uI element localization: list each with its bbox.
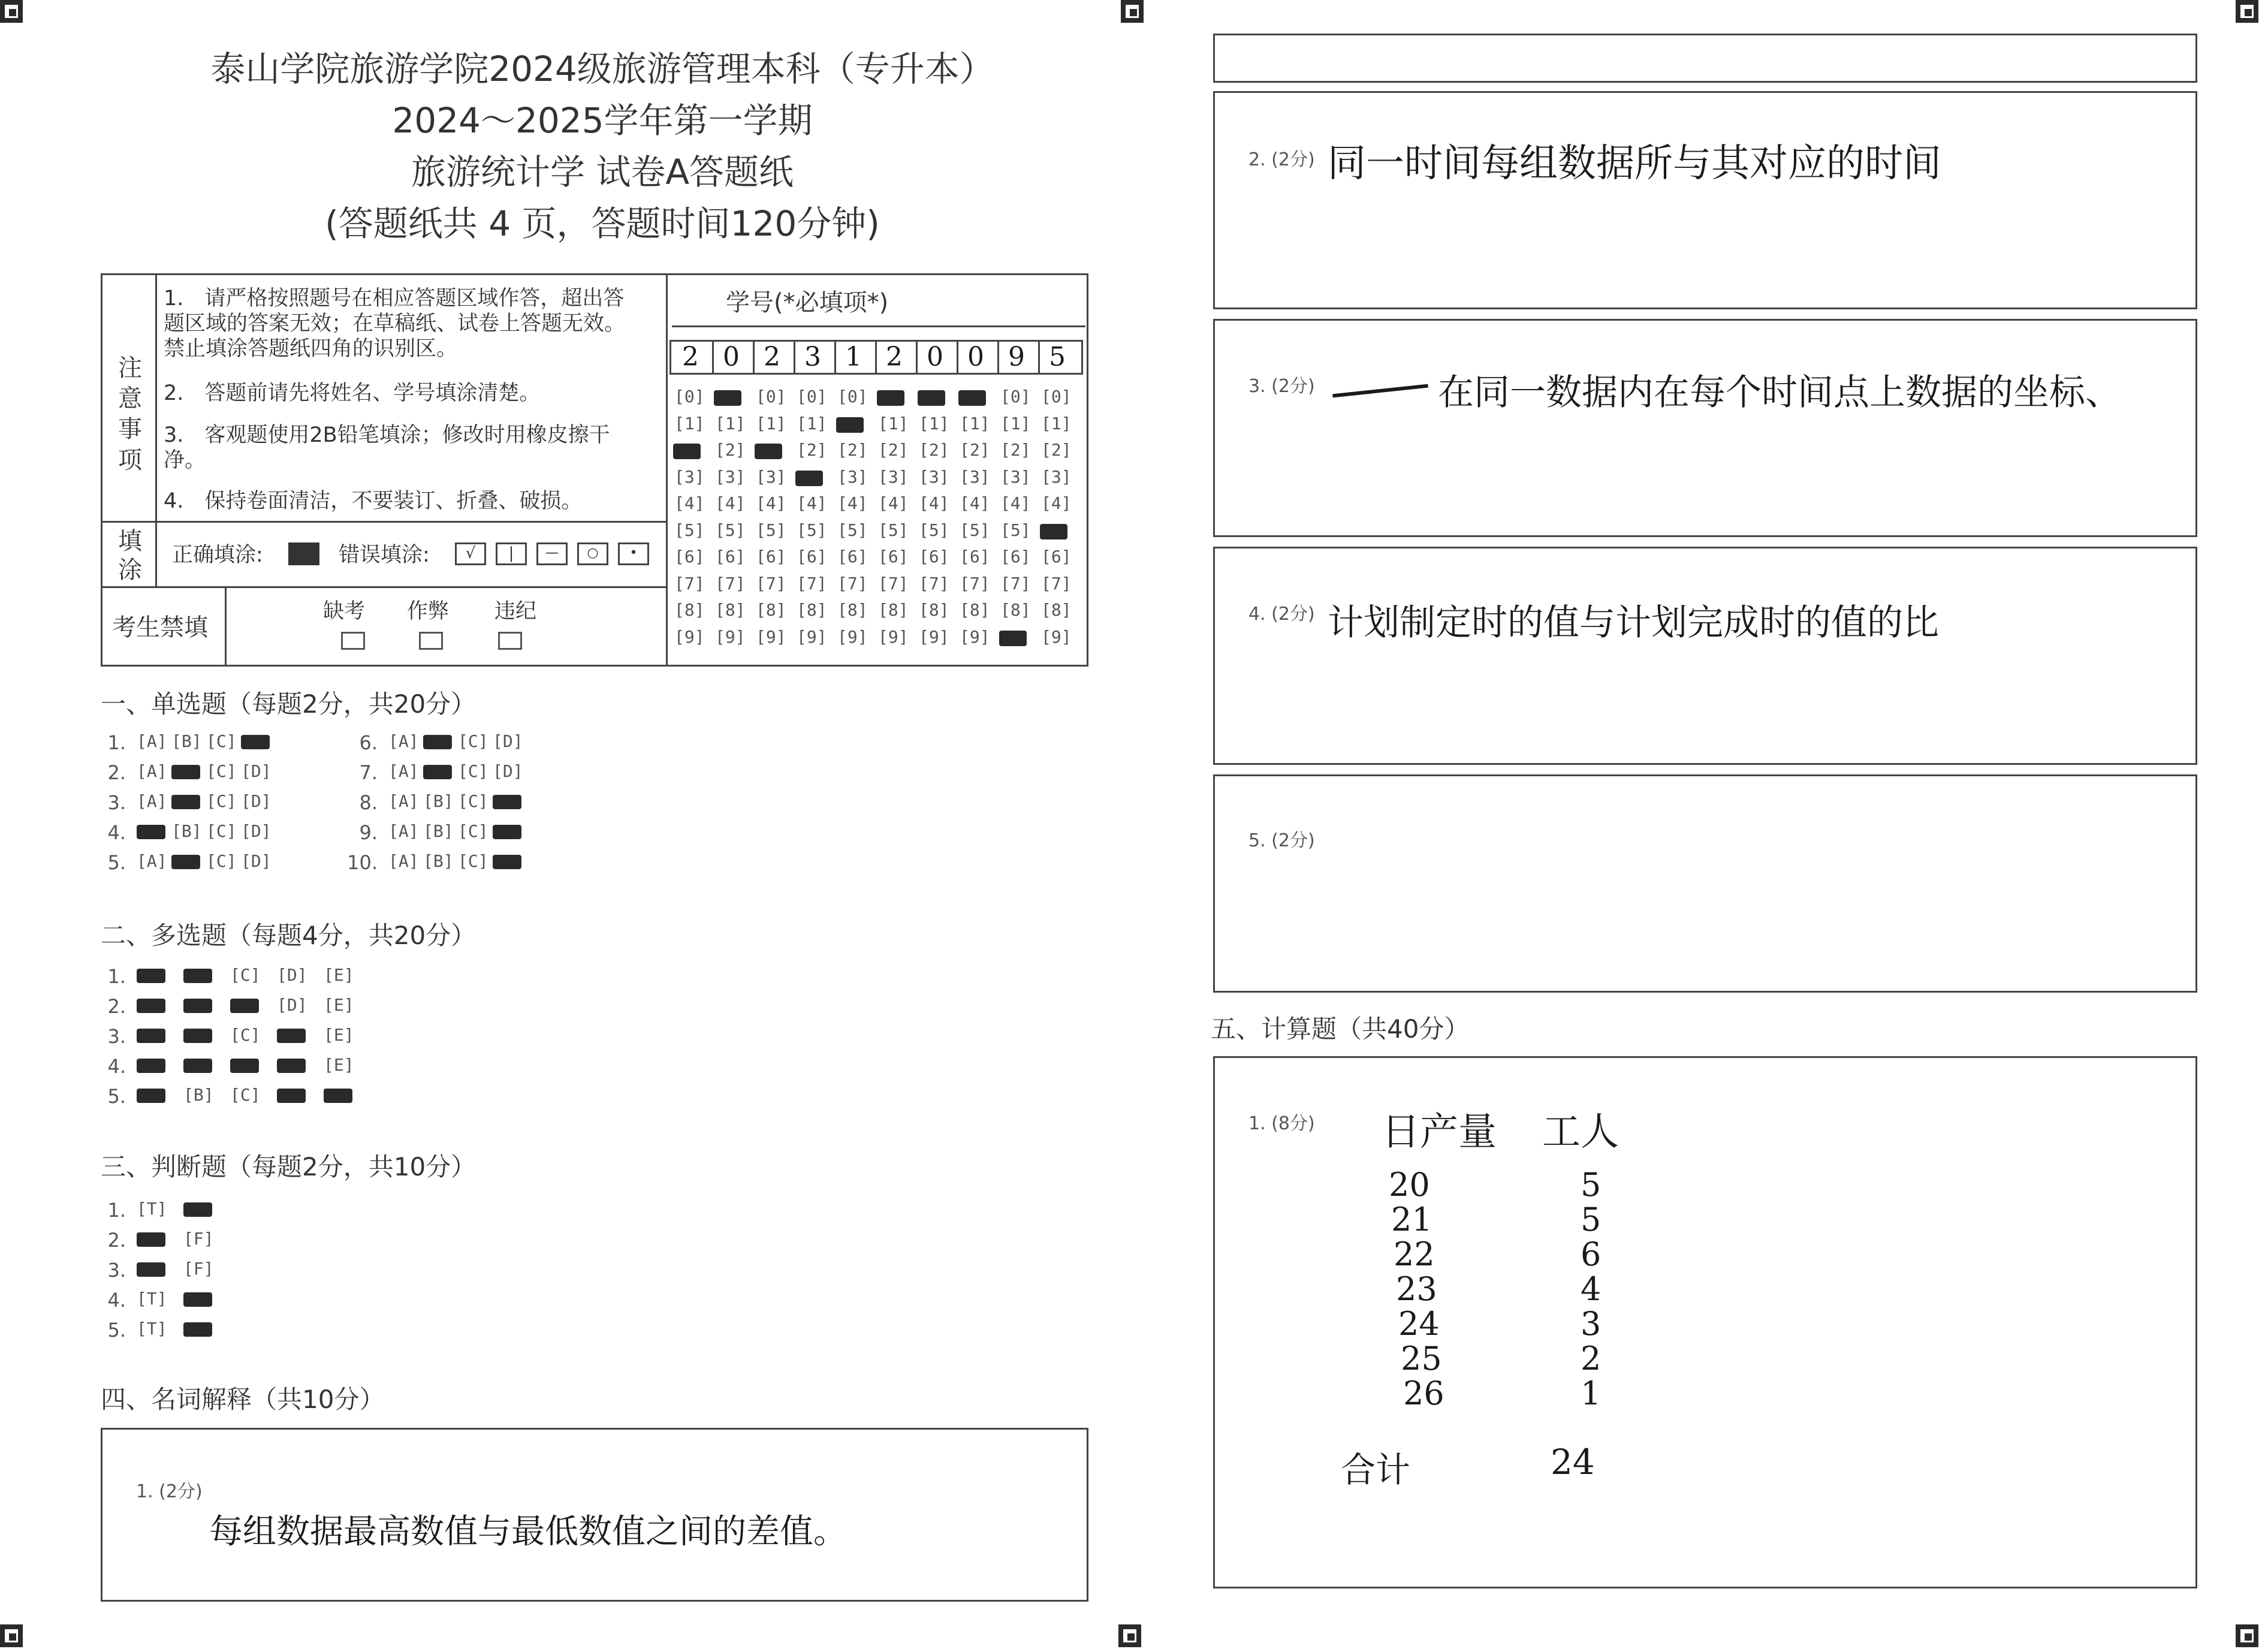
student-id-option[interactable] [674, 440, 705, 460]
notice-item-3: 3. 客观题使用2B铅笔填涂；修改时用橡皮擦干净。 [164, 423, 610, 472]
choice-option[interactable] [137, 1085, 167, 1105]
student-id-option[interactable]: [9] [837, 626, 868, 647]
ban-cheat-label: 作弊 [407, 599, 450, 623]
student-id-option[interactable]: [5] [919, 520, 949, 540]
exam-title-line4: (答题纸共 4 页，答题时间120分钟) [325, 203, 880, 244]
student-id-option[interactable]: [1] [715, 413, 746, 433]
student-id-option[interactable]: [5] [756, 520, 786, 540]
term-answer-box-2[interactable] [1213, 91, 2197, 309]
choice-option[interactable]: [D] [493, 731, 523, 751]
term-q3-answer: 在同一数据内在每个时间点上数据的坐标、 [1438, 372, 2121, 414]
question-number: 4. [107, 1289, 126, 1312]
calc-row-output: 25 [1401, 1340, 1442, 1377]
calc-row-output: 20 [1389, 1166, 1430, 1204]
student-id-grid[interactable] [669, 340, 1083, 658]
student-id-option[interactable]: [3] [837, 466, 868, 487]
choice-option[interactable]: [D] [241, 821, 272, 841]
student-id-option[interactable]: [7] [919, 573, 949, 593]
question-number: 9. [359, 821, 378, 844]
notice-item-1: 1. 请严格按照题号在相应答题区域作答，超出答题区域的答案无效；在草稿纸、试卷上答题无效。禁止填涂答题纸四角的识别区。 [164, 287, 626, 361]
question-number: 10. [347, 851, 378, 874]
exam-title-line1: 泰山学院旅游学院2024级旅游管理本科（专升本） [210, 49, 994, 89]
choice-option[interactable]: [F] [183, 1229, 214, 1249]
calc-q1-label: 1. (8分) [1248, 1113, 1315, 1134]
student-id-option[interactable]: [6] [837, 547, 868, 566]
ban-label: 考生禁填 [112, 614, 208, 641]
student-id-option[interactable]: [7] [1041, 573, 1072, 593]
calc-row-output: 23 [1396, 1270, 1437, 1308]
choice-option[interactable] [137, 1229, 167, 1249]
corner-marker-bottom-center [1118, 1624, 1141, 1647]
student-id-option[interactable]: [6] [960, 547, 990, 566]
corner-marker-top-center [1121, 0, 1144, 23]
term-q1-label: 1. (2分) [136, 1481, 203, 1502]
student-id-option[interactable]: [2] [1000, 440, 1031, 460]
calc-row-workers: 2 [1581, 1340, 1602, 1377]
calc-answer-box-1[interactable] [1213, 1056, 2197, 1588]
choice-option[interactable]: [E] [324, 1055, 354, 1075]
student-id-option[interactable] [878, 387, 909, 406]
corner-marker-bottom-right [2236, 1624, 2258, 1647]
student-id-option[interactable]: [0] [1041, 387, 1072, 406]
student-id-digit: 9 [1008, 342, 1025, 372]
student-id-digit: 0 [967, 342, 984, 372]
student-id-option[interactable]: [7] [837, 573, 868, 593]
choice-option[interactable]: [C] [206, 761, 237, 781]
choice-option[interactable] [277, 1025, 307, 1045]
choice-option[interactable] [171, 791, 202, 811]
ban-absent-label: 缺考 [323, 599, 366, 623]
question-number: 5. [107, 1085, 126, 1108]
notice-label: 注 意 事 项 [118, 354, 142, 474]
question-number: 3. [107, 1025, 126, 1048]
student-id-digit: 0 [927, 342, 943, 372]
choice-option[interactable]: [A] [388, 851, 419, 871]
student-id-option[interactable]: [8] [960, 600, 990, 620]
choice-option[interactable]: [A] [137, 851, 167, 871]
section2-answers[interactable] [108, 965, 587, 1121]
choice-option[interactable]: [C] [206, 791, 237, 811]
calc-row-workers: 5 [1581, 1201, 1602, 1238]
choice-option[interactable]: [D] [241, 791, 272, 811]
term-answer-box-5[interactable] [1213, 774, 2197, 993]
choice-option[interactable] [183, 1055, 214, 1075]
calc-col1-header: 日产量 [1382, 1110, 1497, 1154]
student-id-option[interactable]: [1] [919, 413, 949, 433]
choice-option[interactable]: [C] [458, 731, 488, 751]
student-id-option[interactable]: [7] [1000, 573, 1031, 593]
choice-option[interactable]: [C] [458, 761, 488, 781]
student-id-option[interactable]: [6] [797, 547, 827, 566]
calc-col2-header: 工人 [1542, 1110, 1619, 1154]
student-id-digit: 1 [845, 342, 862, 372]
choice-option[interactable]: [B] [171, 731, 202, 751]
choice-option[interactable]: [A] [388, 821, 419, 841]
student-id-option[interactable]: [3] [1041, 466, 1072, 487]
choice-option[interactable]: [B] [183, 1085, 214, 1105]
choice-option[interactable]: [E] [324, 995, 354, 1015]
choice-option[interactable]: [A] [137, 761, 167, 781]
student-id-option[interactable]: [0] [797, 387, 827, 406]
calc-row-output: 26 [1403, 1374, 1444, 1412]
student-id-option[interactable]: [9] [1041, 626, 1072, 647]
term-q4-answer: 计划制定时的值与计划完成时的值的比 [1328, 602, 1939, 644]
student-id-option[interactable] [960, 387, 990, 406]
student-id-option[interactable]: [5] [878, 520, 909, 540]
student-id-option[interactable] [1000, 627, 1031, 647]
calc-total-value: 24 [1551, 1442, 1595, 1482]
choice-option[interactable] [324, 1085, 354, 1105]
question-number: 2. [107, 995, 126, 1018]
student-id-option[interactable]: [7] [960, 573, 990, 593]
student-id-option[interactable]: [8] [1000, 600, 1031, 620]
choice-option[interactable] [171, 851, 202, 871]
student-id-option[interactable]: [1] [1000, 413, 1031, 433]
ban-violation-checkbox[interactable] [498, 632, 522, 650]
choice-option[interactable] [183, 1025, 214, 1045]
term-q2-label: 2. (2分) [1248, 149, 1315, 170]
question-number: 6. [359, 731, 378, 754]
calc-row-workers: 3 [1581, 1305, 1602, 1343]
student-id-option[interactable]: [1] [674, 413, 705, 433]
student-id-option[interactable] [919, 387, 949, 406]
choice-option[interactable]: [C] [206, 851, 237, 871]
student-id-option[interactable]: [9] [878, 626, 909, 647]
student-id-option[interactable]: [6] [1041, 547, 1072, 566]
choice-option[interactable]: [C] [230, 965, 261, 985]
calc-row-output: 22 [1394, 1235, 1435, 1273]
student-id-option[interactable]: [4] [960, 493, 990, 513]
choice-option[interactable]: [C] [458, 821, 488, 841]
student-id-option[interactable]: [2] [715, 440, 746, 460]
student-id-option[interactable]: [0] [674, 387, 705, 406]
term-answer-box-1[interactable] [101, 1428, 1088, 1602]
choice-option[interactable]: [T] [137, 1199, 167, 1219]
ban-cheat-checkbox[interactable] [419, 632, 443, 650]
student-id-option[interactable]: [8] [756, 600, 786, 620]
student-id-option[interactable]: [4] [1041, 493, 1072, 513]
term-q2-answer: 同一时间每组数据所与其对应的时间 [1328, 141, 1941, 186]
choice-option[interactable]: [A] [137, 791, 167, 811]
term-q3-label: 3. (2分) [1248, 376, 1315, 397]
choice-option[interactable]: [F] [183, 1259, 214, 1279]
student-id-option[interactable]: [6] [919, 547, 949, 566]
term-q1-answer: 每组数据最高数值与最低数值之间的差值。 [209, 1512, 847, 1551]
term-q5-label: 5. (2分) [1248, 830, 1315, 851]
term-answer-box-4[interactable] [1213, 547, 2197, 765]
choice-option[interactable] [137, 1055, 167, 1075]
ban-absent-checkbox[interactable] [341, 632, 365, 650]
student-id-option[interactable]: [8] [878, 600, 909, 620]
student-id-option[interactable]: [7] [878, 573, 909, 593]
calc-row-output: 24 [1398, 1305, 1440, 1343]
student-id-option[interactable]: [7] [674, 573, 705, 593]
calc-row-workers: 1 [1581, 1374, 1602, 1412]
choice-option[interactable]: [D] [277, 965, 307, 985]
corner-marker-top-left [0, 0, 23, 23]
student-id-option[interactable]: [5] [1000, 520, 1031, 540]
choice-option[interactable]: [D] [241, 761, 272, 781]
correct-fill-label: 正确填涂: [172, 543, 263, 567]
choice-option[interactable]: [C] [458, 791, 488, 811]
student-id-option[interactable]: [3] [960, 466, 990, 487]
student-id-option[interactable]: [1] [960, 413, 990, 433]
student-id-option[interactable]: [1] [878, 413, 909, 433]
choice-option[interactable]: [C] [206, 821, 237, 841]
student-id-option[interactable]: [8] [1041, 600, 1072, 620]
section3-answers[interactable] [108, 1199, 587, 1355]
student-id-option[interactable]: [1] [797, 413, 827, 433]
correct-fill-sample [288, 542, 319, 565]
choice-option[interactable] [183, 995, 214, 1015]
choice-option[interactable]: [D] [241, 851, 272, 871]
choice-option[interactable]: [D] [277, 995, 307, 1015]
student-id-digit: 2 [764, 342, 780, 372]
student-id-option[interactable]: [6] [715, 547, 746, 566]
student-id-option[interactable]: [3] [919, 466, 949, 487]
student-id-option[interactable] [797, 467, 827, 487]
calc-row-workers: 5 [1581, 1166, 1602, 1204]
choice-option[interactable]: [T] [137, 1319, 167, 1339]
choice-option[interactable] [423, 761, 454, 781]
choice-option[interactable]: [D] [493, 761, 523, 781]
student-id-option[interactable] [837, 414, 868, 433]
question-number: 1. [107, 1199, 126, 1222]
student-id-option[interactable]: [8] [715, 600, 746, 620]
question-number: 1. [107, 731, 126, 754]
choice-option[interactable] [241, 731, 272, 751]
student-id-option[interactable]: [5] [797, 520, 827, 540]
student-id-option[interactable]: [9] [674, 626, 705, 647]
student-id-option[interactable] [715, 387, 746, 406]
student-id-option[interactable]: [9] [797, 626, 827, 647]
choice-option[interactable] [183, 965, 214, 985]
student-id-option[interactable]: [0] [756, 387, 786, 406]
fill-label: 填 涂 [118, 527, 142, 584]
student-id-option[interactable]: [9] [756, 626, 786, 647]
question-number: 7. [359, 761, 378, 784]
notice-item-4: 4. 保持卷面清洁，不要装订、折叠、破损。 [164, 489, 583, 513]
calc-row-workers: 6 [1581, 1235, 1602, 1273]
choice-option[interactable]: [B] [423, 851, 454, 871]
choice-option[interactable] [423, 731, 454, 751]
calc-row-workers: 4 [1581, 1270, 1602, 1308]
section2-title: 二、多选题（每题4分，共20分） [101, 921, 476, 950]
student-id-option[interactable]: [3] [878, 466, 909, 487]
choice-option[interactable]: [B] [423, 791, 454, 811]
choice-option[interactable] [183, 1289, 214, 1309]
student-id-handwritten-row [669, 340, 1083, 375]
section3-title: 三、判断题（每题2分，共10分） [101, 1152, 476, 1181]
exam-title-line3: 旅游统计学 试卷A答题纸 [411, 152, 794, 192]
student-id-option[interactable]: [2] [960, 440, 990, 460]
choice-option[interactable] [183, 1319, 214, 1339]
choice-option[interactable]: [C] [230, 1025, 261, 1045]
student-id-option[interactable]: [9] [715, 626, 746, 647]
student-id-option[interactable]: [0] [837, 387, 868, 406]
term-answer-box-3[interactable] [1213, 319, 2197, 537]
ban-violation-label: 违纪 [494, 599, 537, 623]
student-id-option[interactable]: [4] [715, 493, 746, 513]
choice-option[interactable]: [E] [324, 965, 354, 985]
section1-answers[interactable] [108, 731, 587, 887]
student-id-option[interactable]: [3] [715, 466, 746, 487]
student-id-option[interactable]: [5] [674, 520, 705, 540]
choice-option[interactable]: [T] [137, 1289, 167, 1309]
choice-option[interactable]: [C] [230, 1085, 261, 1105]
question-number: 5. [107, 851, 126, 874]
student-id-digit: 3 [804, 342, 821, 372]
choice-option[interactable] [493, 821, 523, 841]
student-id-option[interactable]: [5] [960, 520, 990, 540]
student-id-digit: 2 [682, 342, 699, 372]
student-id-option[interactable]: [6] [674, 547, 705, 566]
student-id-option[interactable]: [4] [1000, 493, 1031, 513]
question-number: 3. [107, 1259, 126, 1282]
student-id-option[interactable]: [2] [878, 440, 909, 460]
student-id-option[interactable]: [4] [756, 493, 786, 513]
student-id-option[interactable]: [9] [919, 626, 949, 647]
student-id-option[interactable]: [4] [674, 493, 705, 513]
choice-option[interactable] [493, 851, 523, 871]
exam-title-line2: 2024～2025学年第一学期 [392, 100, 813, 141]
section1-title: 一、单选题（每题2分，共20分） [101, 689, 476, 719]
student-id-option[interactable]: [2] [797, 440, 827, 460]
choice-option[interactable] [137, 821, 167, 841]
choice-option[interactable] [137, 1259, 167, 1279]
student-id-option[interactable] [1041, 520, 1072, 540]
student-id-option[interactable]: [6] [878, 547, 909, 566]
student-id-option[interactable]: [8] [837, 600, 868, 620]
question-number: 4. [107, 821, 126, 844]
student-id-option[interactable]: [4] [797, 493, 827, 513]
question-number: 1. [107, 965, 126, 988]
student-id-option[interactable]: [8] [797, 600, 827, 620]
choice-option[interactable]: [C] [206, 731, 237, 751]
calc-table-rows [1377, 1166, 1616, 1466]
calc-row-output: 21 [1391, 1201, 1432, 1238]
student-id-option[interactable]: [5] [715, 520, 746, 540]
choice-option[interactable]: [B] [423, 821, 454, 841]
student-id-option[interactable]: [6] [756, 547, 786, 566]
notice-item-2: 2. 答题前请先将姓名、学号填涂清楚。 [164, 381, 541, 405]
student-id-option[interactable]: [6] [1000, 547, 1031, 566]
student-id-digit: 5 [1049, 342, 1066, 372]
student-id-option[interactable]: [7] [797, 573, 827, 593]
student-id-option[interactable]: [7] [756, 573, 786, 593]
choice-option[interactable] [171, 761, 202, 781]
calc-total-label: 合计 [1341, 1449, 1411, 1490]
question-number: 2. [107, 761, 126, 784]
student-id-option[interactable]: [3] [674, 466, 705, 487]
student-id-digit: 0 [723, 342, 740, 372]
corner-marker-bottom-left [0, 1624, 23, 1647]
term-answer-box-top-fragment [1213, 34, 2197, 83]
student-id-option[interactable]: [8] [674, 600, 705, 620]
student-id-option[interactable]: [8] [919, 600, 949, 620]
student-id-option[interactable]: [9] [960, 626, 990, 647]
student-id-option[interactable]: [2] [919, 440, 949, 460]
choice-option[interactable] [183, 1199, 214, 1219]
question-number: 4. [107, 1055, 126, 1078]
question-number: 2. [107, 1229, 126, 1252]
student-id-option[interactable]: [4] [878, 493, 909, 513]
term-q4-label: 4. (2分) [1248, 604, 1315, 625]
notice-block: 注 意 事 项 1. 请严格按照题号在相应答题区域作答，超出答题区域的答案无效；在草稿纸、试卷上答题无效。禁止填涂答题纸四角的识别区。 2. 答题前请先将姓名、学号填涂清楚。 3. 客观题使用2B铅笔填涂；修改时用橡皮擦干净。 4. 保持卷面清洁，不要装订、折叠、破损。 填 涂 正确填涂: 错误填涂: √ | — ○ • 考生禁填 缺考 作弊 违纪 学号(*必填项*) 2 0 2 3 1 2 0 0 9 5 [0] [1] [3] [4] [5] [6] [7] [8] [9] [1] [2] [3] [4] [5] [6] [7] [8] [9] [0] [1] [3] [4] [5] [6] [7] [8] [9] [0] [1] [2] [4] [5] [6] [7] [8] [9] [0] [2] [3] [4] [5] [6] [7] [8] [9] [1] [2] [3] [4] [5] [6] [7] [8] [9] [1] [2] [3] [4] [5] [6] [7] [8] [9] [1] [2] [3] [4] [5] [6] [7] [8] [9] [0] [1] [2] [3] [4] [5] [6] [7] [8] [0] [1] [2] [3] [4] [6] [7] [8] [9] [101, 273, 1088, 667]
choice-option[interactable]: [C] [458, 851, 488, 871]
choice-option[interactable]: [A] [388, 731, 419, 751]
question-number: 8. [359, 791, 378, 814]
student-id-option[interactable]: [1] [756, 413, 786, 433]
student-id-option[interactable]: [7] [715, 573, 746, 593]
choice-option[interactable] [277, 1085, 307, 1105]
student-id-option[interactable]: [2] [837, 440, 868, 460]
student-id-option[interactable]: [3] [756, 466, 786, 487]
student-id-option[interactable]: [3] [1000, 466, 1031, 487]
student-id-option[interactable]: [1] [1041, 413, 1072, 433]
choice-option[interactable] [230, 995, 261, 1015]
student-id-title: 学号(*必填项*) [726, 289, 889, 316]
wrong-fill-label: 错误填涂: [339, 543, 430, 567]
student-id-option[interactable]: [4] [837, 493, 868, 513]
strikethrough-mark [1332, 384, 1428, 398]
student-id-option[interactable]: [5] [837, 520, 868, 540]
choice-option[interactable] [137, 1025, 167, 1045]
choice-option[interactable] [230, 1055, 261, 1075]
student-id-digit: 2 [886, 342, 903, 372]
choice-option[interactable]: [E] [324, 1025, 354, 1045]
choice-option[interactable]: [A] [388, 791, 419, 811]
choice-option[interactable]: [A] [137, 731, 167, 751]
student-id-option[interactable] [756, 440, 786, 460]
corner-marker-top-right [2236, 0, 2258, 23]
choice-option[interactable] [277, 1055, 307, 1075]
student-id-option[interactable]: [4] [919, 493, 949, 513]
section5-title: 五、计算题（共40分） [1211, 1014, 1470, 1044]
choice-option[interactable]: [A] [388, 761, 419, 781]
student-id-option[interactable]: [0] [1000, 387, 1031, 406]
choice-option[interactable] [137, 995, 167, 1015]
choice-option[interactable] [493, 791, 523, 811]
choice-option[interactable] [137, 965, 167, 985]
choice-option[interactable]: [B] [171, 821, 202, 841]
question-number: 5. [107, 1319, 126, 1342]
section4-title: 四、名词解释（共10分） [101, 1385, 385, 1414]
question-number: 3. [107, 791, 126, 814]
student-id-option[interactable]: [2] [1041, 440, 1072, 460]
